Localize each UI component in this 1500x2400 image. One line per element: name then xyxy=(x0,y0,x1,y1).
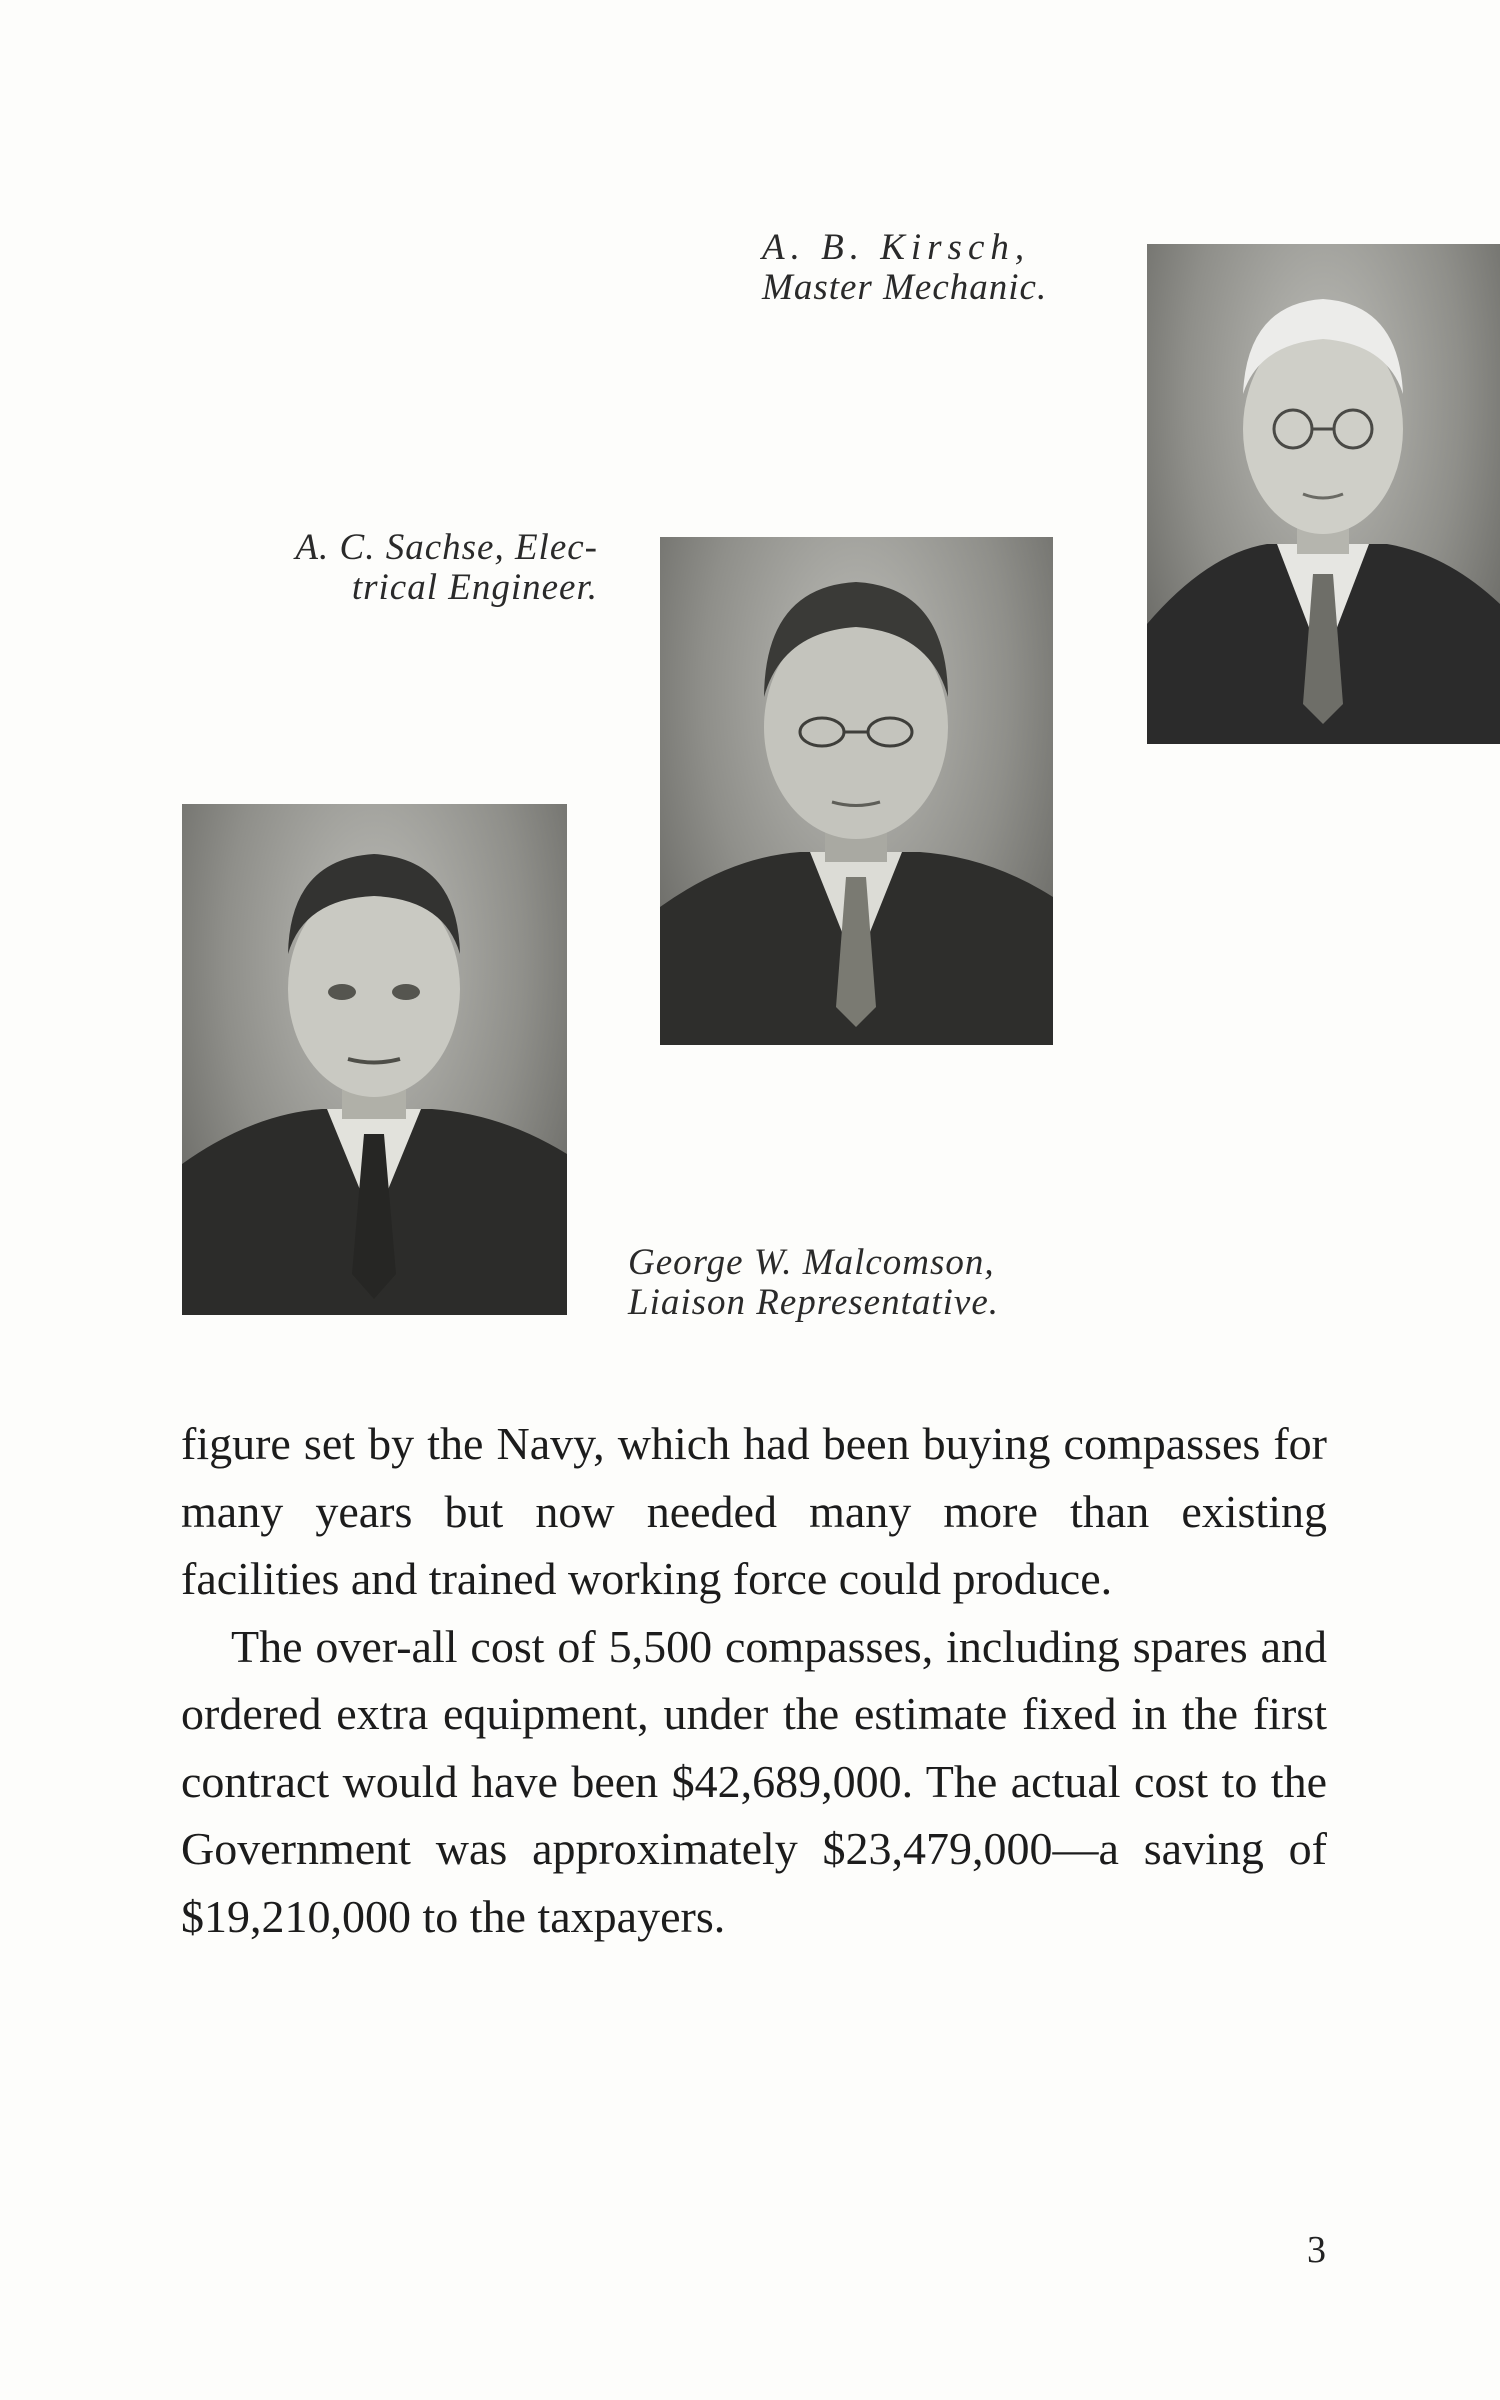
caption-kirsch-title: Master Mechanic. xyxy=(762,267,1048,308)
body-paragraph-1: figure set by the Navy, which had been buying compasses for many years but now needed many more than existing facilities and trained working force could produce. xyxy=(181,1418,1327,1604)
caption-malcomson xyxy=(628,1243,999,1323)
portrait-photo-kirsch xyxy=(1147,244,1500,744)
body-paragraph-2: The over-all cost of 5,500 compasses, including spares and ordered extra equipment, under the estimate fixed in the first contract would have been $42,689,000. The actual cost to the Government was approximately $23,479,000—a saving of $19,210,000 to the taxpayers. xyxy=(181,1620,1327,1942)
page-number: 3 xyxy=(1307,2229,1326,2271)
caption-kirsch xyxy=(762,228,1047,308)
caption-sachse-name: A. C. Sachse, Elec- xyxy=(295,527,598,568)
caption-sachse xyxy=(280,528,598,608)
portrait-photo-malcomson xyxy=(660,537,1053,1045)
portrait-photo-sachse xyxy=(182,804,567,1315)
caption-sachse-title: trical Engineer. xyxy=(351,567,598,608)
caption-malcomson-title: Liaison Representative. xyxy=(628,1282,1000,1323)
caption-kirsch-name: A. B. Kirsch, xyxy=(762,227,1031,268)
caption-malcomson-name: George W. Malcomson, xyxy=(628,1242,995,1283)
body-text xyxy=(181,1410,1327,1950)
